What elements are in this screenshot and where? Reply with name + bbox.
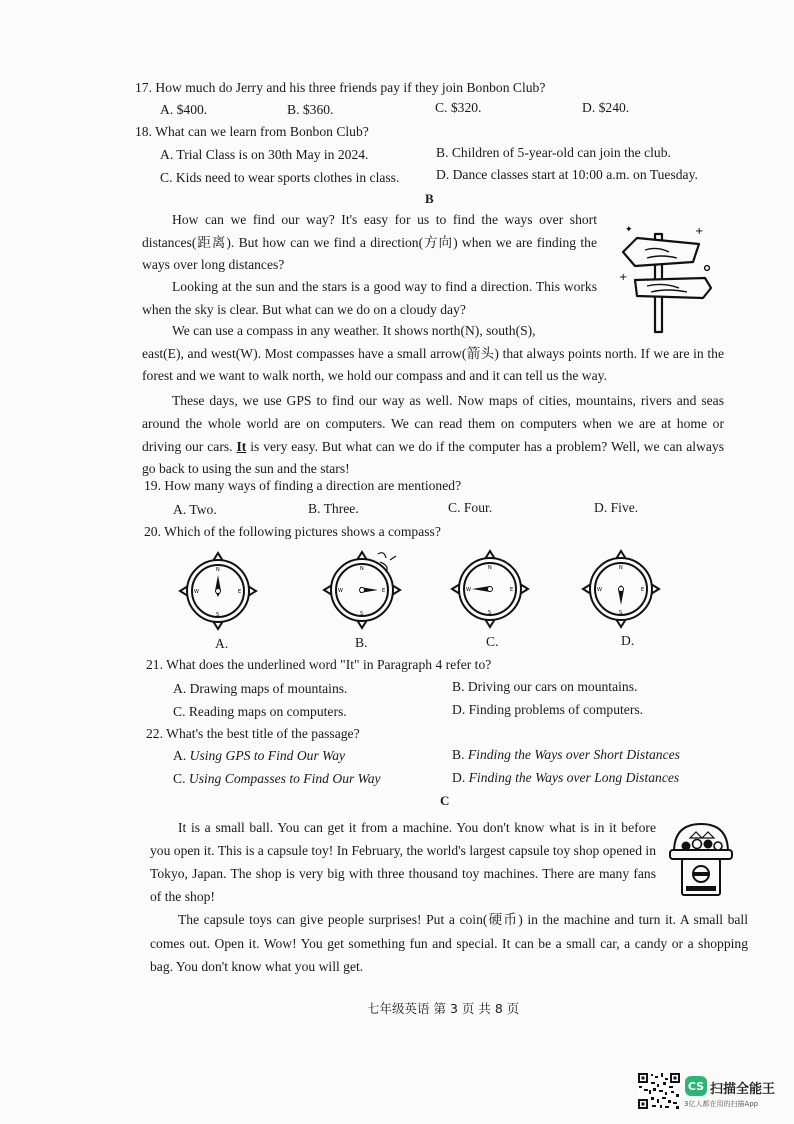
q22-option-c: C. Using Compasses to Find Our Way — [173, 771, 381, 786]
signpost-illustration — [617, 222, 717, 334]
compass-d-icon — [581, 549, 661, 629]
question-20: 20. Which of the following pictures shows a compass? — [144, 524, 441, 539]
svg-text:S: S — [488, 610, 492, 616]
section-b-paragraph-2: Looking at the sun and the stars is a good way to find a direction. This works when the sky is clear. But what can we do on a cloudy day? — [142, 279, 597, 317]
section-c-paragraph-2: The capsule toys can give people surprises! Put a coin(硬币) in the machine and turn it. A small ball comes out. Open it. Wow! You get something fun and special. It can be a small car, a candy or a shopping bag. You don't know what you will get. — [150, 912, 748, 974]
camscanner-logo: CS — [685, 1076, 707, 1096]
camscanner-name: 扫描全能王 — [710, 1082, 776, 1097]
q19-option-c: C. Four. — [448, 500, 493, 515]
section-c-paragraph-1: It is a small ball. You can get it from a machine. You don't know what is in it before you open it. This is a capsule toy! In February, the world's largest capsule toy shop opened in Tokyo, Japan. The shop is very big with three thousand toy machines. There are many fans of the shop! — [150, 820, 656, 904]
q22-option-b: B. Finding the Ways over Short Distances — [452, 747, 680, 762]
qr-code-icon — [637, 1072, 681, 1110]
q18-option-c: C. Kids need to wear sports clothes in class. — [160, 170, 400, 185]
section-b-paragraph-3-full: We can use a compass in any weather. It shows north(N), south(S), east(E), and west(W). Most compasses have a small arrow(箭头) that always points north. If we are in the forest and we want to walk north, we hold our compass and and it can tell us the way. — [142, 323, 724, 383]
q18-option-d: D. Dance classes start at 10:00 a.m. on Tuesday. — [436, 167, 698, 182]
q19-option-a: A. Two. — [173, 502, 217, 517]
question-21: 21. What does the underlined word "It" in Paragraph 4 refer to? — [146, 657, 492, 672]
svg-text:+: + — [695, 226, 704, 237]
qr-code — [637, 1072, 681, 1110]
compass-c-icon — [450, 549, 530, 629]
section-c-title: C — [440, 793, 450, 808]
svg-text:W: W — [597, 587, 602, 593]
page-footer: 七年级英语 第 3 页 共 8 页 — [367, 1001, 520, 1016]
q20-label-d: D. — [621, 633, 635, 648]
question-19: 19. How many ways of finding a direction are mentioned? — [144, 478, 462, 493]
capsule-machine-icon — [666, 818, 736, 898]
svg-text:E: E — [238, 589, 242, 595]
svg-text:S: S — [619, 610, 623, 616]
q20-label-c: C. — [486, 634, 499, 649]
compass-option-d — [581, 549, 661, 633]
svg-text:W: W — [466, 587, 471, 593]
camscanner-tagline: 3亿人都在用的扫描App — [684, 1100, 759, 1108]
svg-text:+: + — [619, 272, 628, 283]
question-17: 17. How much do Jerry and his three friends pay if they join Bonbon Club? — [135, 80, 546, 95]
svg-text:N: N — [488, 565, 492, 571]
capsule-machine-illustration — [666, 818, 736, 898]
svg-text:N: N — [216, 567, 220, 573]
q18-option-a: A. Trial Class is on 30th May in 2024. — [160, 147, 369, 162]
svg-text:S: S — [360, 611, 364, 617]
q21-option-a: A. Drawing maps of mountains. — [173, 681, 348, 696]
q17-option-a: A. $400. — [160, 102, 208, 117]
section-b-paragraph-1: How can we find our way? It's easy for us to find the ways over short distances(距离). But how can we find a direction(方向) when we are finding the ways over long distances? — [142, 212, 597, 272]
underlined-word-it: It — [236, 438, 247, 454]
svg-text:E: E — [382, 588, 386, 594]
question-22: 22. What's the best title of the passage? — [146, 726, 360, 741]
svg-text:W: W — [194, 589, 199, 595]
q20-label-a: A. — [215, 636, 229, 651]
q19-option-d: D. Five. — [594, 500, 639, 515]
q19-option-b: B. Three. — [308, 501, 359, 516]
compass-b-icon — [320, 548, 404, 632]
q18-option-b: B. Children of 5-year-old can join the club. — [436, 145, 671, 160]
question-18: 18. What can we learn from Bonbon Club? — [135, 124, 369, 139]
q22-option-d: D. Finding the Ways over Long Distances — [452, 770, 680, 785]
q21-option-d: D. Finding problems of computers. — [452, 702, 644, 717]
svg-text:E: E — [641, 587, 645, 593]
svg-text:N: N — [619, 565, 623, 571]
signpost-icon — [617, 222, 717, 334]
svg-text:E: E — [510, 587, 514, 593]
compass-a-icon — [178, 551, 258, 631]
q21-option-c: C. Reading maps on computers. — [173, 704, 347, 719]
compass-option-a — [178, 551, 258, 635]
q22-option-a: A. Using GPS to Find Our Way — [173, 748, 346, 763]
svg-text:✦: ✦ — [625, 225, 633, 235]
svg-text:S: S — [216, 612, 220, 618]
q17-option-c: C. $320. — [435, 100, 482, 115]
q21-option-b: B. Driving our cars on mountains. — [452, 679, 638, 694]
section-b-title: B — [425, 191, 434, 206]
q17-option-b: B. $360. — [287, 102, 334, 117]
compass-option-b — [320, 548, 404, 636]
q20-label-b: B. — [355, 635, 368, 650]
svg-text:N: N — [360, 566, 364, 572]
q17-option-d: D. $240. — [582, 100, 630, 115]
compass-option-c — [450, 549, 530, 633]
svg-text:W: W — [338, 588, 343, 594]
section-b-paragraph-4: These days, we use GPS to find our way as well. Now maps of cities, mountains, rivers and seas around the whole world are on computers. We can read them on computers when we are at home or driving our cars. It is very easy. But what can we do if the computer has a problem? Well, we can always go back to using the sun and the stars! — [142, 393, 724, 477]
